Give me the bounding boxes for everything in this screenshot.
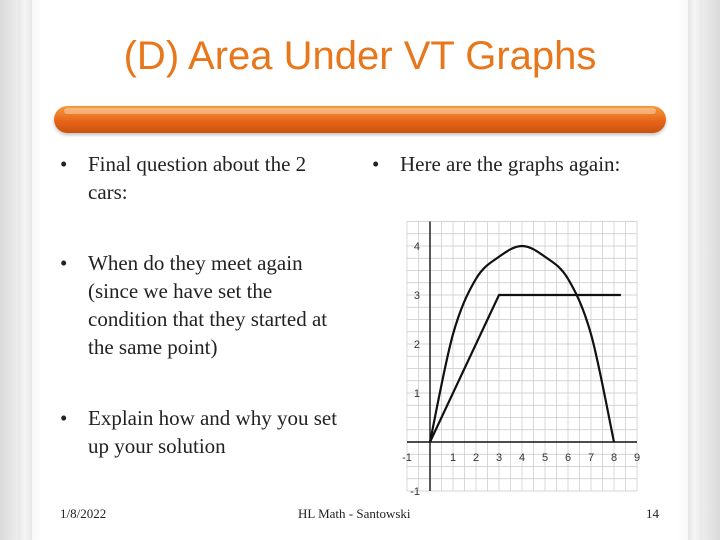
slide-title: (D) Area Under VT Graphs	[123, 34, 597, 78]
bullet-dot: •	[60, 152, 68, 176]
x-tick-label: 3	[495, 452, 503, 464]
title-bar-shine	[64, 108, 656, 114]
x-tick-label: 2	[472, 452, 480, 464]
x-tick-label: 1	[449, 452, 457, 464]
footer-page-number: 14	[646, 506, 659, 521]
x-tick-label: 4	[518, 452, 526, 464]
y-tick-label: 1	[413, 388, 420, 400]
bullet-text: Explain how and why you set up your solution	[88, 406, 338, 458]
y-tick-label: -1	[410, 486, 420, 498]
left-background-stripe	[18, 0, 32, 540]
x-tick-label: -1	[402, 452, 412, 464]
y-tick-label: 2	[413, 339, 420, 351]
velocity-time-graph	[398, 220, 648, 500]
bullet-explain	[60, 404, 360, 460]
y-tick-label: 4	[413, 241, 420, 253]
x-tick-label: 8	[610, 452, 618, 464]
bullet-text: Here are the graphs again:	[400, 152, 621, 176]
bullet-final-question	[60, 150, 350, 206]
bullet-dot: •	[60, 251, 68, 275]
bullet-text: Final question about the 2 cars:	[88, 152, 307, 204]
x-tick-label: 5	[541, 452, 549, 464]
y-tick-label: 3	[413, 290, 420, 302]
x-tick-label: 6	[564, 452, 572, 464]
x-tick-label: 7	[587, 452, 595, 464]
footer-title: HL Math - Santowski	[298, 506, 411, 521]
x-tick-label: 9	[633, 452, 641, 464]
bullet-text: When do they meet again (since we have set the condition that they started at the same point)	[88, 251, 328, 359]
footer-date: 1/8/2022	[60, 506, 107, 521]
title-underline-bar	[54, 106, 666, 133]
bullet-dot: •	[372, 152, 380, 176]
bullet-dot: •	[60, 406, 68, 430]
bullet-graphs-again	[372, 150, 672, 178]
right-background-stripe	[688, 0, 702, 540]
bullet-when-meet	[60, 249, 350, 361]
